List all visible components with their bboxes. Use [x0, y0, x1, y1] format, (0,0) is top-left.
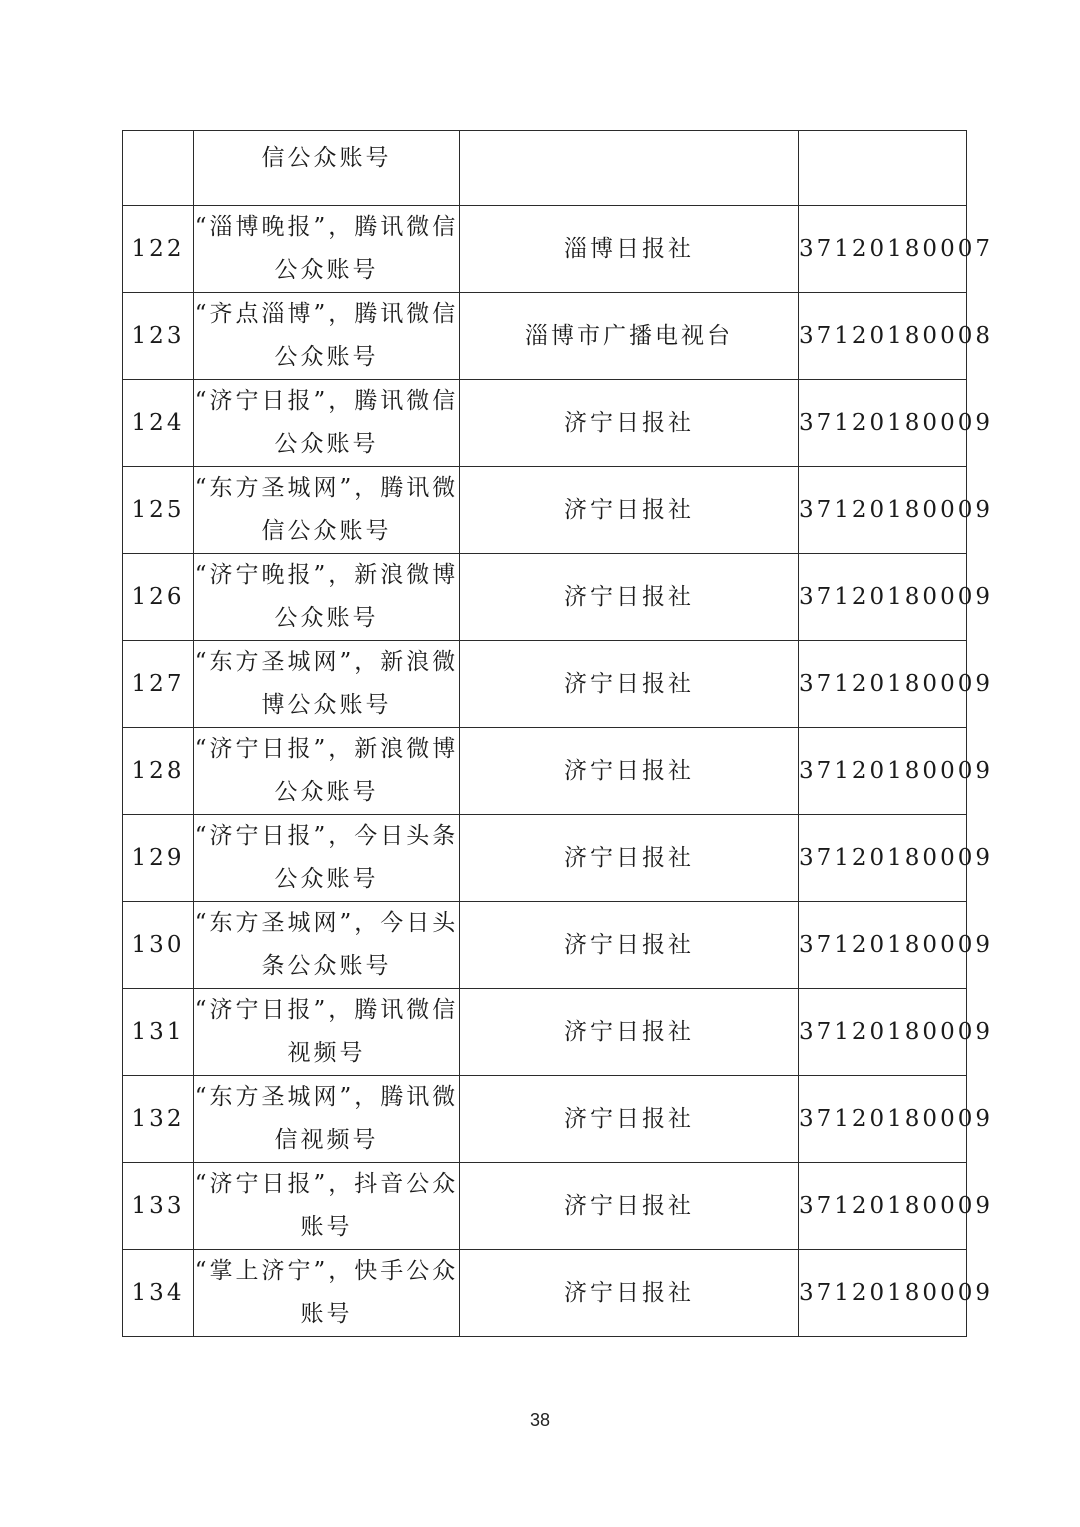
account-name-text: “济宁日报”，今日头条公众账号	[194, 823, 459, 892]
registration-code-cell: 37120180009	[799, 554, 967, 641]
table-row	[123, 380, 967, 467]
table-row	[123, 815, 967, 902]
registration-code-cell: 37120180009	[799, 728, 967, 815]
row-number-cell: 124	[123, 380, 194, 467]
table-row	[123, 554, 967, 641]
account-name-text: “东方圣城网”，今日头条公众账号	[194, 910, 459, 979]
organization-cell: 济宁日报社	[460, 989, 799, 1076]
table-row	[123, 1163, 967, 1250]
table-row	[123, 1250, 967, 1337]
organization-cell: 济宁日报社	[460, 902, 799, 989]
row-number-cell	[123, 131, 194, 206]
organization-cell: 济宁日报社	[460, 380, 799, 467]
registration-code-cell: 37120180009	[799, 1076, 967, 1163]
account-name-text: 信公众账号	[261, 144, 392, 171]
table-row-continued	[123, 131, 967, 206]
table-row	[123, 206, 967, 293]
organization-cell: 济宁日报社	[460, 728, 799, 815]
account-name-cell	[194, 1163, 460, 1250]
row-number-cell: 127	[123, 641, 194, 728]
account-name-text: “东方圣城网”，腾讯微信视频号	[194, 1084, 459, 1153]
table-row	[123, 641, 967, 728]
account-name-cell	[194, 380, 460, 467]
account-name-cell	[194, 554, 460, 641]
table-row	[123, 467, 967, 554]
account-name-cell	[194, 1250, 460, 1337]
table-row	[123, 989, 967, 1076]
organization-cell: 济宁日报社	[460, 554, 799, 641]
table-row	[123, 902, 967, 989]
registration-code-cell: 37120180009	[799, 467, 967, 554]
row-number-cell: 130	[123, 902, 194, 989]
row-number-cell: 123	[123, 293, 194, 380]
row-number-cell: 133	[123, 1163, 194, 1250]
account-name-text: “淄博晚报”，腾讯微信公众账号	[194, 214, 459, 283]
registration-code-cell: 37120180009	[799, 902, 967, 989]
account-name-cell	[194, 467, 460, 554]
row-number-cell: 132	[123, 1076, 194, 1163]
registration-code-cell: 37120180009	[799, 380, 967, 467]
row-number-cell: 128	[123, 728, 194, 815]
account-name-cell	[194, 206, 460, 293]
registration-code-cell	[799, 131, 967, 206]
organization-cell: 济宁日报社	[460, 1076, 799, 1163]
account-name-cell	[194, 131, 460, 206]
account-name-text: “齐点淄博”，腾讯微信公众账号	[194, 301, 459, 370]
account-name-text: “济宁日报”，新浪微博公众账号	[194, 736, 459, 805]
organization-cell: 济宁日报社	[460, 641, 799, 728]
organization-cell: 淄博市广播电视台	[460, 293, 799, 380]
account-name-cell	[194, 728, 460, 815]
organization-cell: 济宁日报社	[460, 1163, 799, 1250]
organization-cell: 济宁日报社	[460, 1250, 799, 1337]
registration-code-cell: 37120180009	[799, 989, 967, 1076]
table-row	[123, 728, 967, 815]
account-name-text: “东方圣城网”，新浪微博公众账号	[194, 649, 459, 718]
registration-code-cell: 37120180007	[799, 206, 967, 293]
row-number-cell: 125	[123, 467, 194, 554]
organization-cell: 淄博日报社	[460, 206, 799, 293]
account-name-cell	[194, 1076, 460, 1163]
account-name-text: “济宁日报”，腾讯微信公众账号	[194, 388, 459, 457]
account-name-text: “济宁晚报”，新浪微博公众账号	[194, 562, 459, 631]
account-name-cell	[194, 902, 460, 989]
row-number-cell: 134	[123, 1250, 194, 1337]
registry-table	[122, 130, 993, 1337]
page-number: 38	[529, 1410, 551, 1430]
account-name-cell	[194, 815, 460, 902]
table-row	[123, 1076, 967, 1163]
row-number-cell: 129	[123, 815, 194, 902]
row-number-cell: 126	[123, 554, 194, 641]
row-number-cell: 122	[123, 206, 194, 293]
account-name-text: “掌上济宁”，快手公众账号	[194, 1258, 459, 1327]
account-name-text: “东方圣城网”，腾讯微信公众账号	[194, 475, 459, 544]
account-name-text: “济宁日报”，腾讯微信视频号	[194, 997, 459, 1066]
table-row	[123, 293, 967, 380]
account-name-cell	[194, 641, 460, 728]
registration-code-cell: 37120180008	[799, 293, 967, 380]
registration-code-cell: 37120180009	[799, 1163, 967, 1250]
account-name-cell	[194, 989, 460, 1076]
registration-code-cell: 37120180009	[799, 815, 967, 902]
table-body	[123, 206, 993, 1337]
account-name-text: “济宁日报”，抖音公众账号	[194, 1171, 459, 1240]
registration-code-cell: 37120180009	[799, 1250, 967, 1337]
account-name-cell	[194, 293, 460, 380]
row-number-cell: 131	[123, 989, 194, 1076]
organization-cell: 济宁日报社	[460, 467, 799, 554]
organization-cell: 济宁日报社	[460, 815, 799, 902]
registration-code-cell: 37120180009	[799, 641, 967, 728]
organization-cell	[460, 131, 799, 206]
